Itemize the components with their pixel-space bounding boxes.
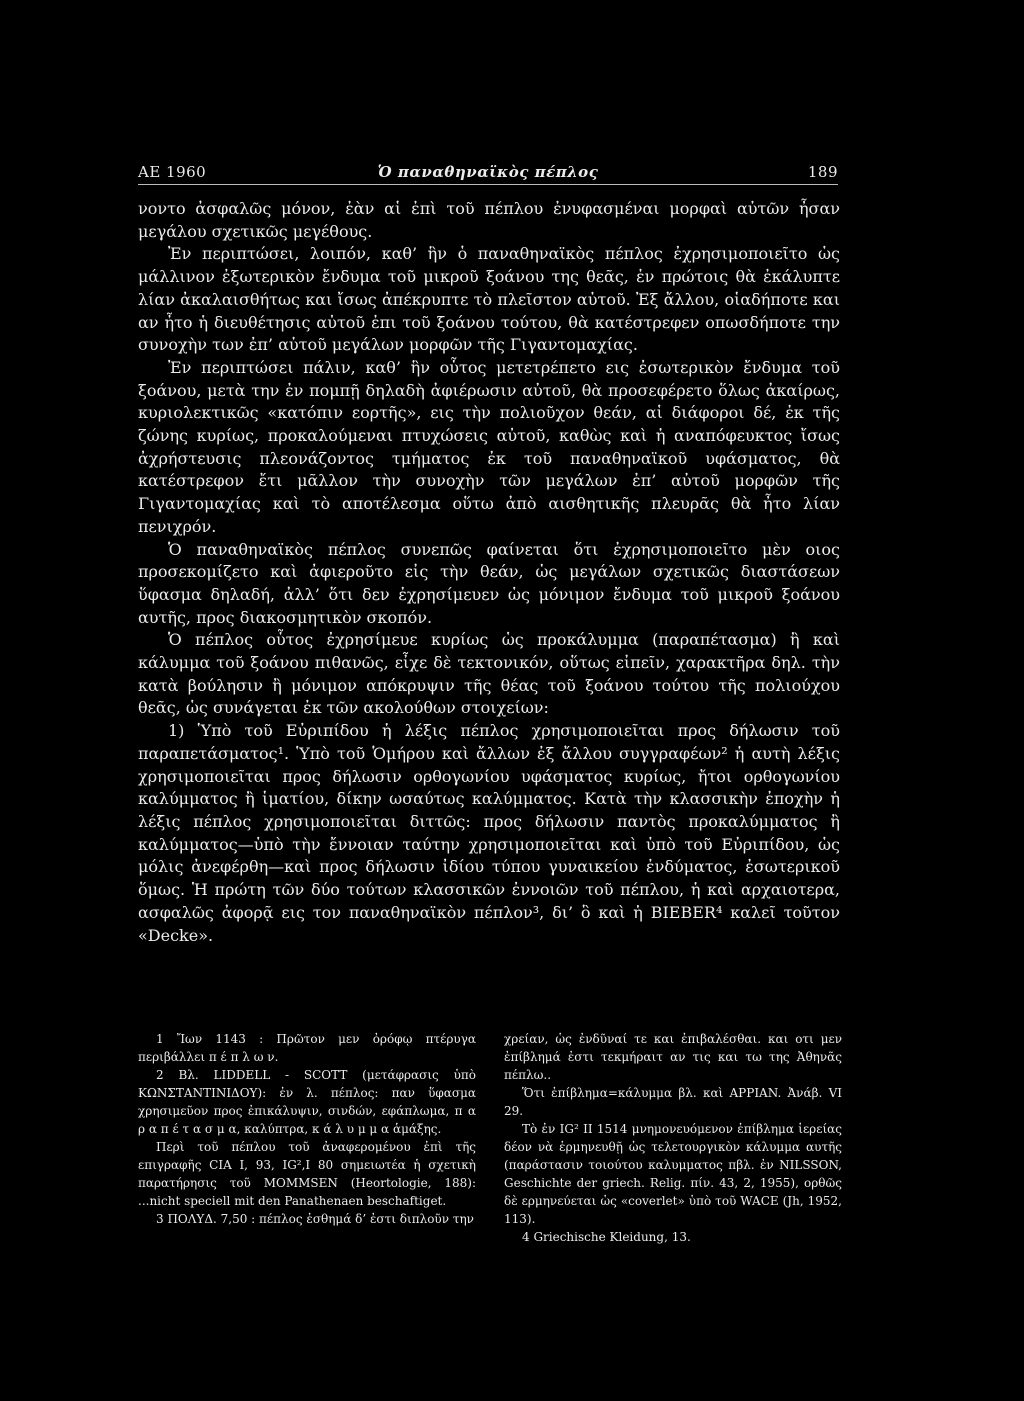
footnote: 3 ΠΟΛΥΔ. 7,50 : πέπλος ἐσθημά δ’ ἐστι διπλοῦν την <box>156 1212 474 1226</box>
journal-abbrev: ΑΕ 1960 <box>138 163 207 181</box>
paragraph: 1) Ὑπὸ τοῦ Εὐριπίδου ἡ λέξις πέπλος χρησιμοποιεῖται προς δήλωσιν τοῦ παραπετάσματος¹. Ὑπὸ τοῦ Ὁμήρου καὶ ἄλλων ἐξ ἄλλου συγγραφέων² ἡ αυτὴ λέξις χρησιμοποιεῖται προς δήλωσιν ορθογωνίου υφάσματος κυρίως, ἤτοι ορθογωνίου καλύμματος ἢ ἱματίου, δίκην ωσαύτως καλύμματος. Κατὰ τὴν κλασσικὴν ἐποχὴν ἡ λέξις πέπλος χρησιμοποιεῖται διττῶς: προς δήλωσιν παντὸς προκαλύμματος ἢ καλύμματος—ὑπὸ τὴν ἔννοιαν ταύτην χρησιμοποιεῖται καὶ ὑπὸ τοῦ Εὐριπίδου, ὡς μόλις ἀνεφέρθη—καὶ προς δήλωσιν ἰδίου τύπου γυναικείου ἐνδύματος, ἐσωτερικοῦ ὅμως. Ἡ πρώτη τῶν δύο τούτων κλασσικῶν ἐννοιῶν τοῦ πέπλου, ἡ καὶ αρχαιοτερα, ασφαλῶς ἀφορᾷ εις τον παναθηναϊκὸν πέπλον³, δι’ ὃ καὶ ἡ BIEBER⁴ καλεῖ τοῦτον «Decke». <box>138 721 840 945</box>
paragraph: νοντο ἀσφαλῶς μόνον, ἐὰν αἱ ἐπὶ τοῦ πέπλου ἐνυφασμέναι μορφαὶ αὐτῶν ἦσαν μεγάλου σχετικῶς μεγέθους. <box>138 199 840 241</box>
footnote: Ὅτι ἐπίβλημα=κάλυμμα βλ. καὶ APPIAN. Ἀνάβ. VI 29. <box>504 1086 842 1118</box>
footnote: 1 Ἴων 1143 : Πρῶτον μεν ὀρόφῳ πτέρυγα περιβάλλει π έ π λ ω ν. <box>138 1032 476 1064</box>
footnotes <box>138 1030 840 1270</box>
footnote: χρείαν, ὡς ἐνδῦναί τε και ἐπιβαλέσθαι. και οτι μεν ἐπίβλημά ἐστι τεκμήραιτ αν τις και τω της Ἀθηνᾶς πέπλω.. <box>504 1032 842 1082</box>
paragraph: Ἐν περιπτώσει, λοιπόν, καθ’ ἣν ὁ παναθηναϊκὸς πέπλος ἐχρησιμοποιεῖτο ὡς μάλλινον ἐξωτερικὸν ἔνδυμα τοῦ μικροῦ ξοάνου της θεᾶς, ἐν πρώτοις θὰ ἐκάλυπτε λίαν ἀκαλαισθήτως και ἴσως ἀπέκρυπτε τὸ πλεῖστον αὐτοῦ. Ἐξ ἄλλου, οἱαδήποτε και αν ἦτο ἡ διευθέτησις αὐτοῦ ἐπι τοῦ ξοάνου τούτου, θὰ κατέστρεφεν οπωσδήποτε την συνοχὴν των ἐπ’ αὐτοῦ μεγάλων μορφῶν τῆς Γιγαντομαχίας. <box>138 244 840 355</box>
footnote: Τὸ ἐν IG² II 1514 μνημονευόμενον ἐπίβλημα ἱερείας δέον νὰ ἑρμηνευθῇ ὡς τελετουργικὸν κάλυμμα αυτῆς (παράστασιν τοιούτου καλυμματος πβλ. ἐν NILSSON, Geschichte der griech. Relig. πίν. 43, 2, 1955), ορθῶς δὲ ερμηνεύεται ὡς «coverlet» ὑπὸ τοῦ WACE (Jh, 1952, 113). <box>504 1122 842 1226</box>
paragraph: Ὁ παναθηναϊκὸς πέπλος συνεπῶς φαίνεται ὅτι ἐχρησιμοποιεῖτο μὲν οιος προσεκομίζετο καὶ ἀφιεροῦτο εἰς τὴν θεάν, ὡς μεγάλων σχετικῶς διαστάσεων ὕφασμα δηλαδή, ἀλλ’ ὅτι δεν ἐχρησίμευεν ὡς μόνιμον ἔνδυμα τοῦ μικροῦ ξοάνου αυτῆς, προς διακοσμητικὸν σκοπόν. <box>138 539 840 627</box>
footnote: Περὶ τοῦ πέπλου τοῦ ἀναφερομένου ἐπὶ τῆς επιγραφῆς CIA I, 93, IG²,I 80 σημειωτέα ἡ σχετικὴ παρατήρησις τοῦ MOMMSEN (Heortologie, 188): ...nicht speciell mit den Panathenaen beschaftiget. <box>138 1140 476 1208</box>
page-number: 189 <box>807 163 838 181</box>
footnote: 4 Griechische Kleidung, 13. <box>522 1230 691 1244</box>
footnotes-left-column <box>138 1030 476 1228</box>
header-rule <box>138 184 838 185</box>
running-title: Ὁ παναθηναϊκὸς πέπλος <box>377 163 599 181</box>
paragraph: Ὁ πέπλος οὗτος ἐχρησίμευε κυρίως ὡς προκάλυμμα (παραπέτασμα) ἢ καὶ κάλυμμα τοῦ ξοάνου πιθανῶς, εἶχε δὲ τεκτονικόν, οὕτως εἰπεῖν, χαρακτῆρα δηλ. τὴν κατὰ βούλησιν ἢ μόνιμον απόκρυψιν τῆς θέας τοῦ ξοάνου τούτου τῆς πολιούχου θεᾶς, ὡς συνάγεται ἐκ τῶν ακολούθων στοιχείων: <box>138 630 840 718</box>
main-text <box>138 198 840 947</box>
footnote: 2 Βλ. LIDDELL - SCOTT (μετάφρασις ὑπὸ ΚΩΝΣΤΑΝΤΙΝΙΔΟΥ): ἐν λ. πέπλος: παν ὕφασμα χρησιμεῦον προς ἐπικάλυψιν, σινδών, εφάπλωμα, π α ρ α π έ τ α σ μ α, καλύπτρα, κ ά λ υ μ μ α ἁμάξης. <box>138 1068 476 1136</box>
paragraph: Ἐν περιπτώσει πάλιν, καθ’ ἣν οὗτος μετετρέπετο εις ἐσωτερικὸν ἔνδυμα τοῦ ξοάνου, μετὰ την ἐν πομπῇ δηλαδὴ ἀφιέρωσιν αὐτοῦ, θὰ προσεφέρετο ὅλως ἀκαίρως, κυριολεκτικῶς «κατόπιν εορτῆς», εις τὴν πολιοῦχον θεάν, αἱ διάφοροι δέ, ἐκ τῆς ζώνης κυρίως, προκαλούμεναι πτυχώσεις αὐτοῦ, καθὼς καὶ ἡ αναπόφευκτος ἴσως ἀχρήστευσις πλεονάζοντος τμήματος ἐκ τοῦ παναθηναϊκοῦ υφάσματος, θὰ κατέστρεφον ἔτι μᾶλλον τὴν συνοχὴν τῶν μεγάλων ἐπ’ αὐτοῦ μορφῶν τῆς Γιγαντομαχίας καὶ τὸ αποτέλεσμα οὕτω ἀπὸ αισθητικῆς πλευρᾶς θὰ ἦτο λίαν πενιχρόν. <box>138 357 840 536</box>
footnotes-right-column <box>504 1030 842 1246</box>
